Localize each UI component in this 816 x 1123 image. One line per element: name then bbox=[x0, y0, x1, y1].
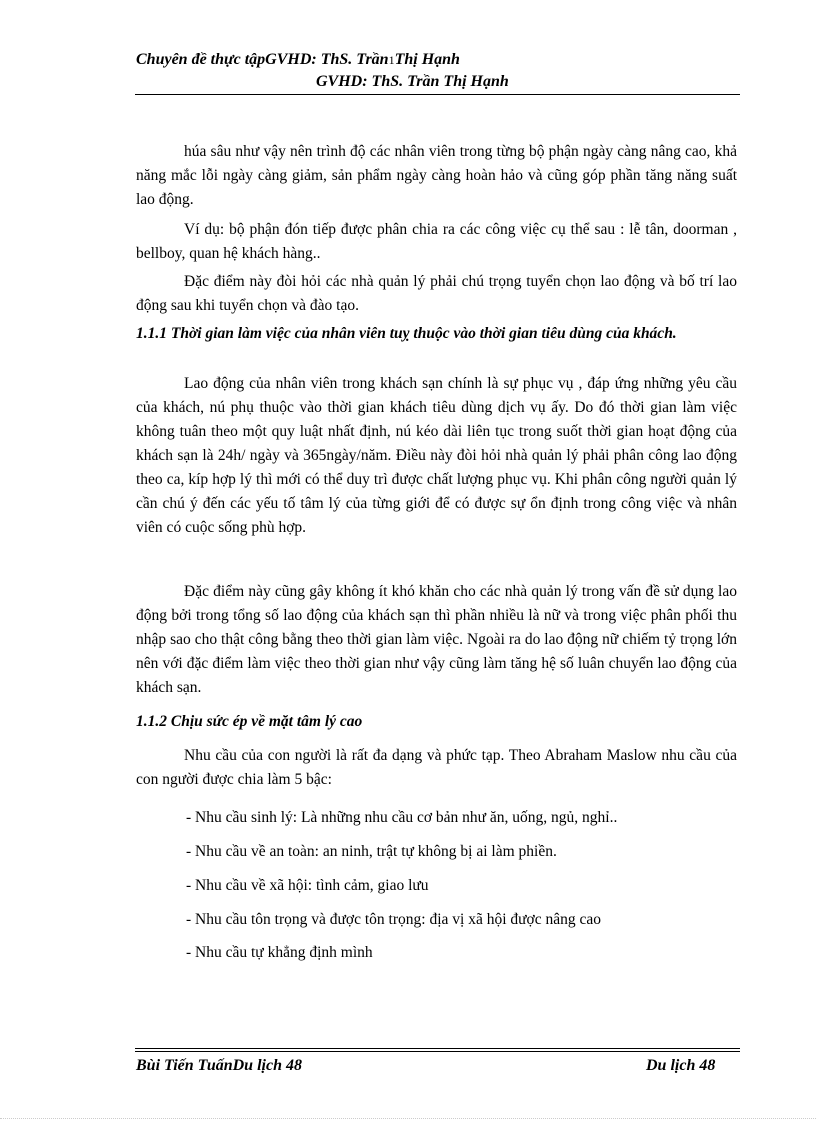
section-heading-1-1-2: 1.1.2 Chịu sức ép về mặt tâm lý cao bbox=[136, 713, 363, 730]
paragraph-1: húa sâu như vậy nên trình độ các nhân viên trong từng bộ phận ngày càng nâng cao, khả năng mắc lỗi ngày càng giảm, sản phẩm ngày càng hoàn hảo và cũng góp phần tăng năng suất lao động. bbox=[136, 143, 737, 208]
header-line-1 bbox=[136, 50, 460, 70]
header-rule bbox=[135, 94, 740, 95]
list-item: - Nhu cầu sinh lý: Là những nhu cầu cơ bản như ăn, uống, ngủ, nghỉ.. bbox=[186, 809, 618, 826]
footer-right: Du lịch 48 bbox=[646, 1057, 716, 1074]
paragraph-4: Lao động của nhân viên trong khách sạn chính là sự phục vụ , đáp ứng những yêu cầu của khách, nú phụ thuộc vào thời gian khách tiêu dùng dịch vụ ấy. Do đó thời gian làm việc không tuân theo một quy luật nhất định, nú kéo dài liên tục trong suốt thời gian hoạt động của khách sạn là 24h/ ngày và 365ngày/năm. Điều này đòi hỏi nhà quản lý phải phân công lao động theo ca, kíp hợp lý thì mới có thể duy trì được chất lượng phục vụ. Khi phân công người quản lý cần chú ý đến các yếu tố tâm lý của từng giới để có được sự ổn định trong công việc và nhân viên có cuộc sống phù hợp. bbox=[136, 375, 737, 536]
paragraph-5: Đặc điểm này cũng gây không ít khó khăn cho các nhà quản lý trong vấn đề sử dụng lao động bởi trong tổng số lao động của khách sạn thì phần nhiều là nữ và trong việc phân phối thu nhập sao cho thật công bằng theo thời gian làm việc. Ngoài ra do lao động nữ chiếm tỷ trọng lớn nên với đặc điểm làm việc theo thời gian như vậy cũng làm tăng hệ số luân chuyển lao động của khách sạn. bbox=[136, 583, 737, 696]
list-item: - Nhu cầu tôn trọng và được tôn trọng: địa vị xã hội được nâng cao bbox=[186, 911, 601, 928]
footer-rule-1 bbox=[135, 1048, 740, 1049]
section-heading-1-1-1: 1.1.1 Thời gian làm việc của nhân viên tuỵ thuộc vào thời gian tiêu dùng của khách. bbox=[136, 325, 677, 342]
paragraph-6: Nhu cầu của con người là rất đa dạng và phức tạp. Theo Abraham Maslow nhu cầu của con người được chia làm 5 bậc: bbox=[136, 747, 737, 788]
header-title-tail: Thị Hạnh bbox=[394, 51, 460, 68]
footer-left: Bùi Tiến TuấnDu lịch 48 bbox=[136, 1057, 302, 1074]
paragraph-3: Đặc điểm này đòi hỏi các nhà quản lý phải chú trọng tuyển chọn lao động và bố trí lao động sau khi tuyển chọn và đào tạo. bbox=[136, 273, 737, 314]
page-number: 1 bbox=[388, 53, 395, 67]
paragraph-2: Ví dụ: bộ phận đón tiếp được phân chia ra các công việc cụ thể sau : lễ tân, doorman , bellboy, quan hệ khách hàng.. bbox=[136, 221, 737, 262]
list-item: - Nhu cầu về xã hội: tình cảm, giao lưu bbox=[186, 877, 429, 894]
header-line-2: GVHD: ThS. Trần Thị Hạnh bbox=[316, 73, 509, 90]
list-item: - Nhu cầu tự khẳng định mình bbox=[186, 944, 373, 961]
list-item: - Nhu cầu về an toàn: an ninh, trật tự không bị ai làm phiền. bbox=[186, 843, 557, 860]
footer-rule-2 bbox=[135, 1051, 740, 1052]
header-title: Chuyên đề thực tậpGVHD: ThS. Trần bbox=[136, 51, 389, 68]
page-edge-dots bbox=[0, 1118, 816, 1119]
